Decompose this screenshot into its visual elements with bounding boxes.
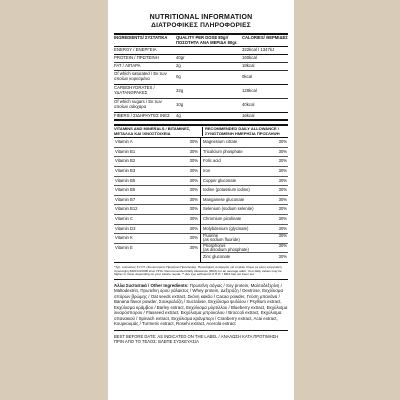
mineral-name: Phosphorus (as disodium phosphate) <box>203 242 249 253</box>
mineral-name: Tricalcium phosphate <box>203 148 243 154</box>
mineral-percent: 30% <box>278 158 287 164</box>
vitamin-name: Vitamin B5 <box>115 177 136 183</box>
nutrient-name: PROTEIN / ΠΡΩΤΕΙΝΗ <box>114 54 159 60</box>
nutrient-calories: 128kcal <box>242 87 257 93</box>
mineral-row <box>201 244 288 254</box>
nutrition-row <box>114 71 288 85</box>
vitamin-percent: 30% <box>189 215 198 221</box>
mineral-row <box>201 177 288 187</box>
mineral-name: Molybdenium (glycinate) <box>203 225 249 231</box>
nutrient-quantity: 10g <box>176 101 184 107</box>
nutrient-name: FAT / ΛΙΠΑΡΑ <box>114 62 141 68</box>
vitamins-table-header <box>114 126 288 138</box>
nutrition-rows <box>114 47 288 120</box>
nutrition-row <box>114 113 288 121</box>
header-calories: CALORIES/ ΘΕΡΜΙΔΕΣ <box>242 35 288 40</box>
mineral-row <box>201 186 288 196</box>
mineral-percent: 30% <box>278 215 287 221</box>
nutrient-calories: 322kcal / 1347kJ <box>242 47 275 53</box>
nutrient-name: Of which saturated / Εκ των οποίων κορεσμένα <box>114 71 167 82</box>
vitamin-name: Vitamin B6 <box>115 187 136 193</box>
minerals-column <box>201 138 288 262</box>
mineral-row <box>201 148 288 158</box>
vitamin-percent: 30% <box>189 225 198 231</box>
vitamin-row <box>114 177 200 187</box>
vitamin-row <box>114 167 200 177</box>
mineral-name: Chromium picolinate <box>203 215 242 221</box>
vitamin-percent: 30% <box>189 158 198 164</box>
nutrition-label <box>108 0 294 400</box>
nutrient-calories: 0kcal <box>242 73 253 79</box>
vitamin-row <box>114 205 200 215</box>
vitamin-name: Vitamin K <box>115 235 133 241</box>
best-before-date: BEST BEFORE DATE: AS INDICATED ON THE LABEL / ΑΝΑΛΩΣΗ ΚΑΤΑ ΠΡΟΤΙΜΗΣΗ ΠΡΙΝ ΑΠΟ ΤΟ ΤΕΛΟΣ: ΒΛΕΠΕ ΣΥΣΚΕΥΑΣΙΑ <box>114 330 288 344</box>
vitamin-name: Vitamin C <box>115 215 134 221</box>
vitamin-row <box>114 244 200 253</box>
nutrient-quantity: 4g <box>176 112 181 118</box>
vitamin-row <box>114 157 200 167</box>
mineral-row <box>201 167 288 177</box>
mineral-name: Manganese gluconate <box>203 196 245 202</box>
vitamin-row <box>114 196 200 206</box>
mineral-percent: 30% <box>278 196 287 202</box>
nutrition-table-header <box>114 35 288 47</box>
vitamin-name: Vitamin B2 <box>115 158 136 164</box>
mineral-name: Fluorine (as sodium fluoride) <box>203 233 240 243</box>
mineral-percent: 30% <box>278 242 287 248</box>
vitamin-percent: 30% <box>189 206 198 212</box>
vitamin-name: Vitamin D3 <box>115 225 136 231</box>
label-title <box>114 14 288 29</box>
mineral-name: Folic acid <box>203 158 221 164</box>
vitamin-row <box>114 186 200 196</box>
other-ingredients <box>114 279 288 327</box>
vitamin-row <box>114 215 200 225</box>
vitamin-percent: 30% <box>189 235 198 241</box>
mineral-row <box>201 215 288 225</box>
vitamin-name: Vitamin B12 <box>115 206 138 212</box>
nutrient-calories: 16kcal <box>242 112 255 118</box>
vitamin-percent: 30% <box>189 139 198 145</box>
vitamin-percent: 30% <box>189 187 198 193</box>
nutrition-row <box>114 55 288 63</box>
mineral-name: Selenium (sodium selenite) <box>203 206 254 212</box>
vitamin-row <box>114 138 200 148</box>
vitamin-name: Vitamin A <box>115 139 133 145</box>
nutrition-row <box>114 85 288 99</box>
mineral-percent: 30% <box>278 148 287 154</box>
title-english: NUTRITIONAL INFORMATION <box>149 14 253 21</box>
header-vitamins: VITAMINS AND MINERALS / ΒΙΤΑΜΙΝΕΣ, ΜΕΤΑΛΛΑ ΚΑΙ ΙΧΝΟΣΤΟΙΧΕΙΑ <box>114 127 203 136</box>
mineral-name: Zinc gluconate <box>203 254 231 260</box>
nutrient-quantity: 40gr <box>176 54 185 60</box>
mineral-percent: 30% <box>278 177 287 183</box>
mineral-percent: 30% <box>278 254 287 260</box>
vitamin-row <box>114 234 200 244</box>
ingredients-text: Πρωτεΐνη σόγιας / Soy protein, Μαλτοδεξτρίνη / Maltodextrin, Πρωτεΐνη ορού γάλακτος / Whey protein, Δεξτρόζη / Dextrose, Εκχύλισμα σπόρων βρώμης / Oat seeds extract, Σκόνη κακάο / Cacao powder, Γεύση μπανάνα / Banana flavor powder, Σουκραλόζη / Sucralose, Εκχύλισμα ψυλλίου / Psyllium extract, Εκχύλισμα κράμβου / Barley extract, Εκχύλισμα μύρτιλλου / Blueberry extract, Εκχύλισμα λιναρόσπορου / Flaxseed extract, Εκχύλισμα μπρόκολου / Broccoli extract, Εκχύλισμα σπανακιού / Spinach extract, Εκχύλισμα κράνμπερι / Cranberry extract, Acai extract, Κουρκουμάς / Turmeric extract, Rosehi extract, Acerola extract <box>114 282 288 327</box>
header-rda: RECOMMENDED DAILY ALLOWANCE / ΣΥΝΙΣΤΩΜΕΝΗ ΗΜΕΡΗΣΙΑ ΠΡΟΣΛΗΨΗ <box>205 126 280 136</box>
vitamins-column <box>114 138 201 262</box>
nutrient-quantity: 32g <box>176 87 184 93</box>
vitamin-name: Vitamin B3 <box>115 167 136 173</box>
vitamin-row <box>114 148 200 158</box>
vitamins-minerals-table <box>114 124 288 263</box>
nutrient-name: FIBERS / ΣΙΔΗΡΑΥΓΕΣ ΙΝΕΣ <box>114 112 170 118</box>
rda-footnote: *Typ. συστάσεις Σ.Η.Π. (Συνιστώμενη Ημερήσια Πρόσληψη). Προσλήψεις αναφοράς για ενήλικο άτομο με μέση ενεργειακή πρόσληψη 8400 kJ/2000 kcal. ΗΠΑ: Recommended Daily Allowance (RDA) for an average adult. Your daily values may be higher or lower depending on your calorie needs. ** Δεν έχει καθοριστεί Σ.Η.Π. / RDA has not been set. <box>114 264 282 277</box>
nutrient-name: ENERGY / ΕΝΕΡΓΕΙΑ <box>114 47 157 53</box>
mineral-percent: 30% <box>278 167 287 173</box>
nutrition-row <box>114 47 288 55</box>
nutrient-name: CARBOHYDRATES / ΥΔΑΤΑΝΘΡΑΚΕΣ <box>114 85 155 96</box>
mineral-row <box>201 205 288 215</box>
nutrition-table <box>114 33 288 121</box>
vitamin-percent: 30% <box>189 167 198 173</box>
vitamin-name: Vitamin B1 <box>115 148 136 154</box>
mineral-name: Copper gluconate <box>203 177 237 183</box>
mineral-row <box>201 196 288 206</box>
mineral-name: Iodine (potassium iodine) <box>203 187 250 193</box>
nutrient-calories: 40kcal <box>242 101 255 107</box>
nutrient-calories: 160kcal <box>242 54 257 60</box>
nutrition-row <box>114 99 288 113</box>
header-quantity: QUALITY PER DOSE 80gr/ ΠΟΣΟΤΗΤΑ ΑΝΑ ΜΕΡΙΔΑ 80gr. <box>176 35 238 45</box>
vitamin-percent: 30% <box>189 148 198 154</box>
mineral-percent: 30% <box>278 187 287 193</box>
vitamin-percent: 30% <box>189 177 198 183</box>
nutrient-quantity: 2g <box>176 62 181 68</box>
vitamin-name: Vitamin B7 <box>115 196 136 202</box>
mineral-row <box>201 157 288 167</box>
vitamin-percent: 30% <box>189 244 198 250</box>
title-greek: ΔΙΑΤΡΟΦΙΚΕΣ ΠΛΗΡΟΦΟΡΙΕΣ <box>151 21 251 29</box>
vitamin-name: Vitamin E <box>115 244 133 250</box>
nutrient-calories: 18kcal <box>242 62 255 68</box>
nutrition-row <box>114 63 288 71</box>
header-ingredients: INGREDIENTS/ ΣΥΣΤΑΤΙΚΑ <box>114 35 168 40</box>
vitamins-table-body <box>114 138 288 263</box>
vitamin-percent: 30% <box>189 196 198 202</box>
nutrient-quantity: 0g <box>176 73 181 79</box>
mineral-row <box>201 138 288 148</box>
mineral-percent: 30% <box>278 233 287 239</box>
mineral-percent: 30% <box>278 225 287 231</box>
mineral-row <box>201 253 288 262</box>
vitamin-row <box>114 225 200 235</box>
ingredients-label: Άλλα Συστατικά / Other Ingredients: <box>114 282 189 288</box>
mineral-percent: 30% <box>278 139 287 145</box>
mineral-percent: 30% <box>278 206 287 212</box>
nutrient-name: Of which sugars / Εκ των οποίων σάκχαρα <box>114 99 162 110</box>
mineral-name: Magnesium citrate <box>203 139 238 145</box>
mineral-name: Iron <box>203 167 211 173</box>
